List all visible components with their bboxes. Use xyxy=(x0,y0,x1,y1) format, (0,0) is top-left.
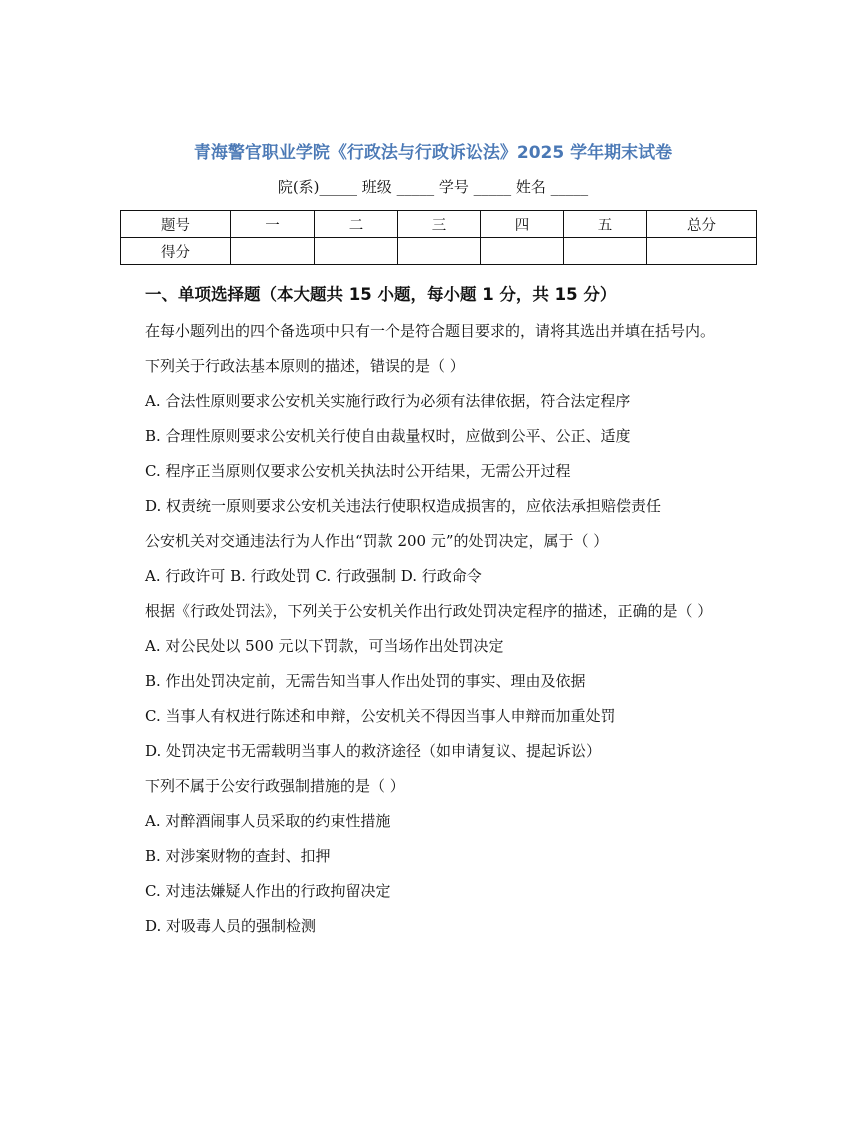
score-label-cell: 得分 xyxy=(121,238,231,265)
score-cell xyxy=(315,238,398,265)
header-cell: 题号 xyxy=(121,211,231,238)
question-option: A. 行政许可 B. 行政处罚 C. 行政强制 D. 行政命令 xyxy=(145,567,482,585)
score-cell xyxy=(481,238,564,265)
header-cell: 一 xyxy=(231,211,315,238)
question-stem: 公安机关对交通违法行为人作出“罚款 200 元”的处罚决定，属于（ ） xyxy=(145,532,609,550)
student-info-line: 院(系)_____ 班级 _____ 学号 _____ 姓名 _____ xyxy=(277,178,589,196)
question-option: C. 对违法嫌疑人作出的行政拘留决定 xyxy=(145,882,391,900)
question-option: D. 权责统一原则要求公安机关违法行使职权造成损害的，应依法承担赔偿责任 xyxy=(145,497,662,515)
question-option: D. 对吸毒人员的强制检测 xyxy=(145,917,317,935)
question-option: C. 当事人有权进行陈述和申辩，公安机关不得因当事人申辩而加重处罚 xyxy=(145,707,616,725)
question-option: D. 处罚决定书无需载明当事人的救济途径（如申请复议、提起诉讼） xyxy=(145,742,602,760)
score-table-score-row xyxy=(121,238,757,265)
question-option: A. 对公民处以 500 元以下罚款，可当场作出处罚决定 xyxy=(145,637,504,655)
question-stem: 下列关于行政法基本原则的描述，错误的是（ ） xyxy=(145,357,465,375)
question-stem: 根据《行政处罚法》，下列关于公安机关作出行政处罚决定程序的描述，正确的是（ ） xyxy=(145,602,713,620)
question-option: C. 程序正当原则仅要求公安机关执法时公开结果，无需公开过程 xyxy=(145,462,571,480)
header-cell: 三 xyxy=(398,211,481,238)
score-cell xyxy=(398,238,481,265)
header-cell: 总分 xyxy=(647,211,757,238)
header-cell: 五 xyxy=(564,211,647,238)
question-option: B. 合理性原则要求公安机关行使自由裁量权时，应做到公平、公正、适度 xyxy=(145,427,631,445)
exam-title: 青海警官职业学院《行政法与行政诉讼法》2025 学年期末试卷 xyxy=(193,143,673,163)
question-option: A. 合法性原则要求公安机关实施行政行为必须有法律依据，符合法定程序 xyxy=(145,392,631,410)
header-cell: 四 xyxy=(481,211,564,238)
exam-content xyxy=(145,282,745,950)
section-instruction: 在每小题列出的四个备选项中只有一个是符合题目要求的，请将其选出并填在括号内。 xyxy=(145,322,716,340)
score-cell xyxy=(564,238,647,265)
question-option: A. 对醉酒闹事人员采取的约束性措施 xyxy=(145,812,391,830)
question-option: B. 对涉案财物的查封、扣押 xyxy=(145,847,331,865)
question-stem: 下列不属于公安行政强制措施的是（ ） xyxy=(145,777,405,795)
section-heading: 一、单项选择题（本大题共 15 小题，每小题 1 分，共 15 分） xyxy=(145,285,617,304)
score-cell xyxy=(647,238,757,265)
score-table xyxy=(120,210,757,265)
score-table-header-row xyxy=(121,211,757,238)
header-cell: 二 xyxy=(315,211,398,238)
score-cell xyxy=(231,238,315,265)
question-option: B. 作出处罚决定前，无需告知当事人作出处罚的事实、理由及依据 xyxy=(145,672,586,690)
